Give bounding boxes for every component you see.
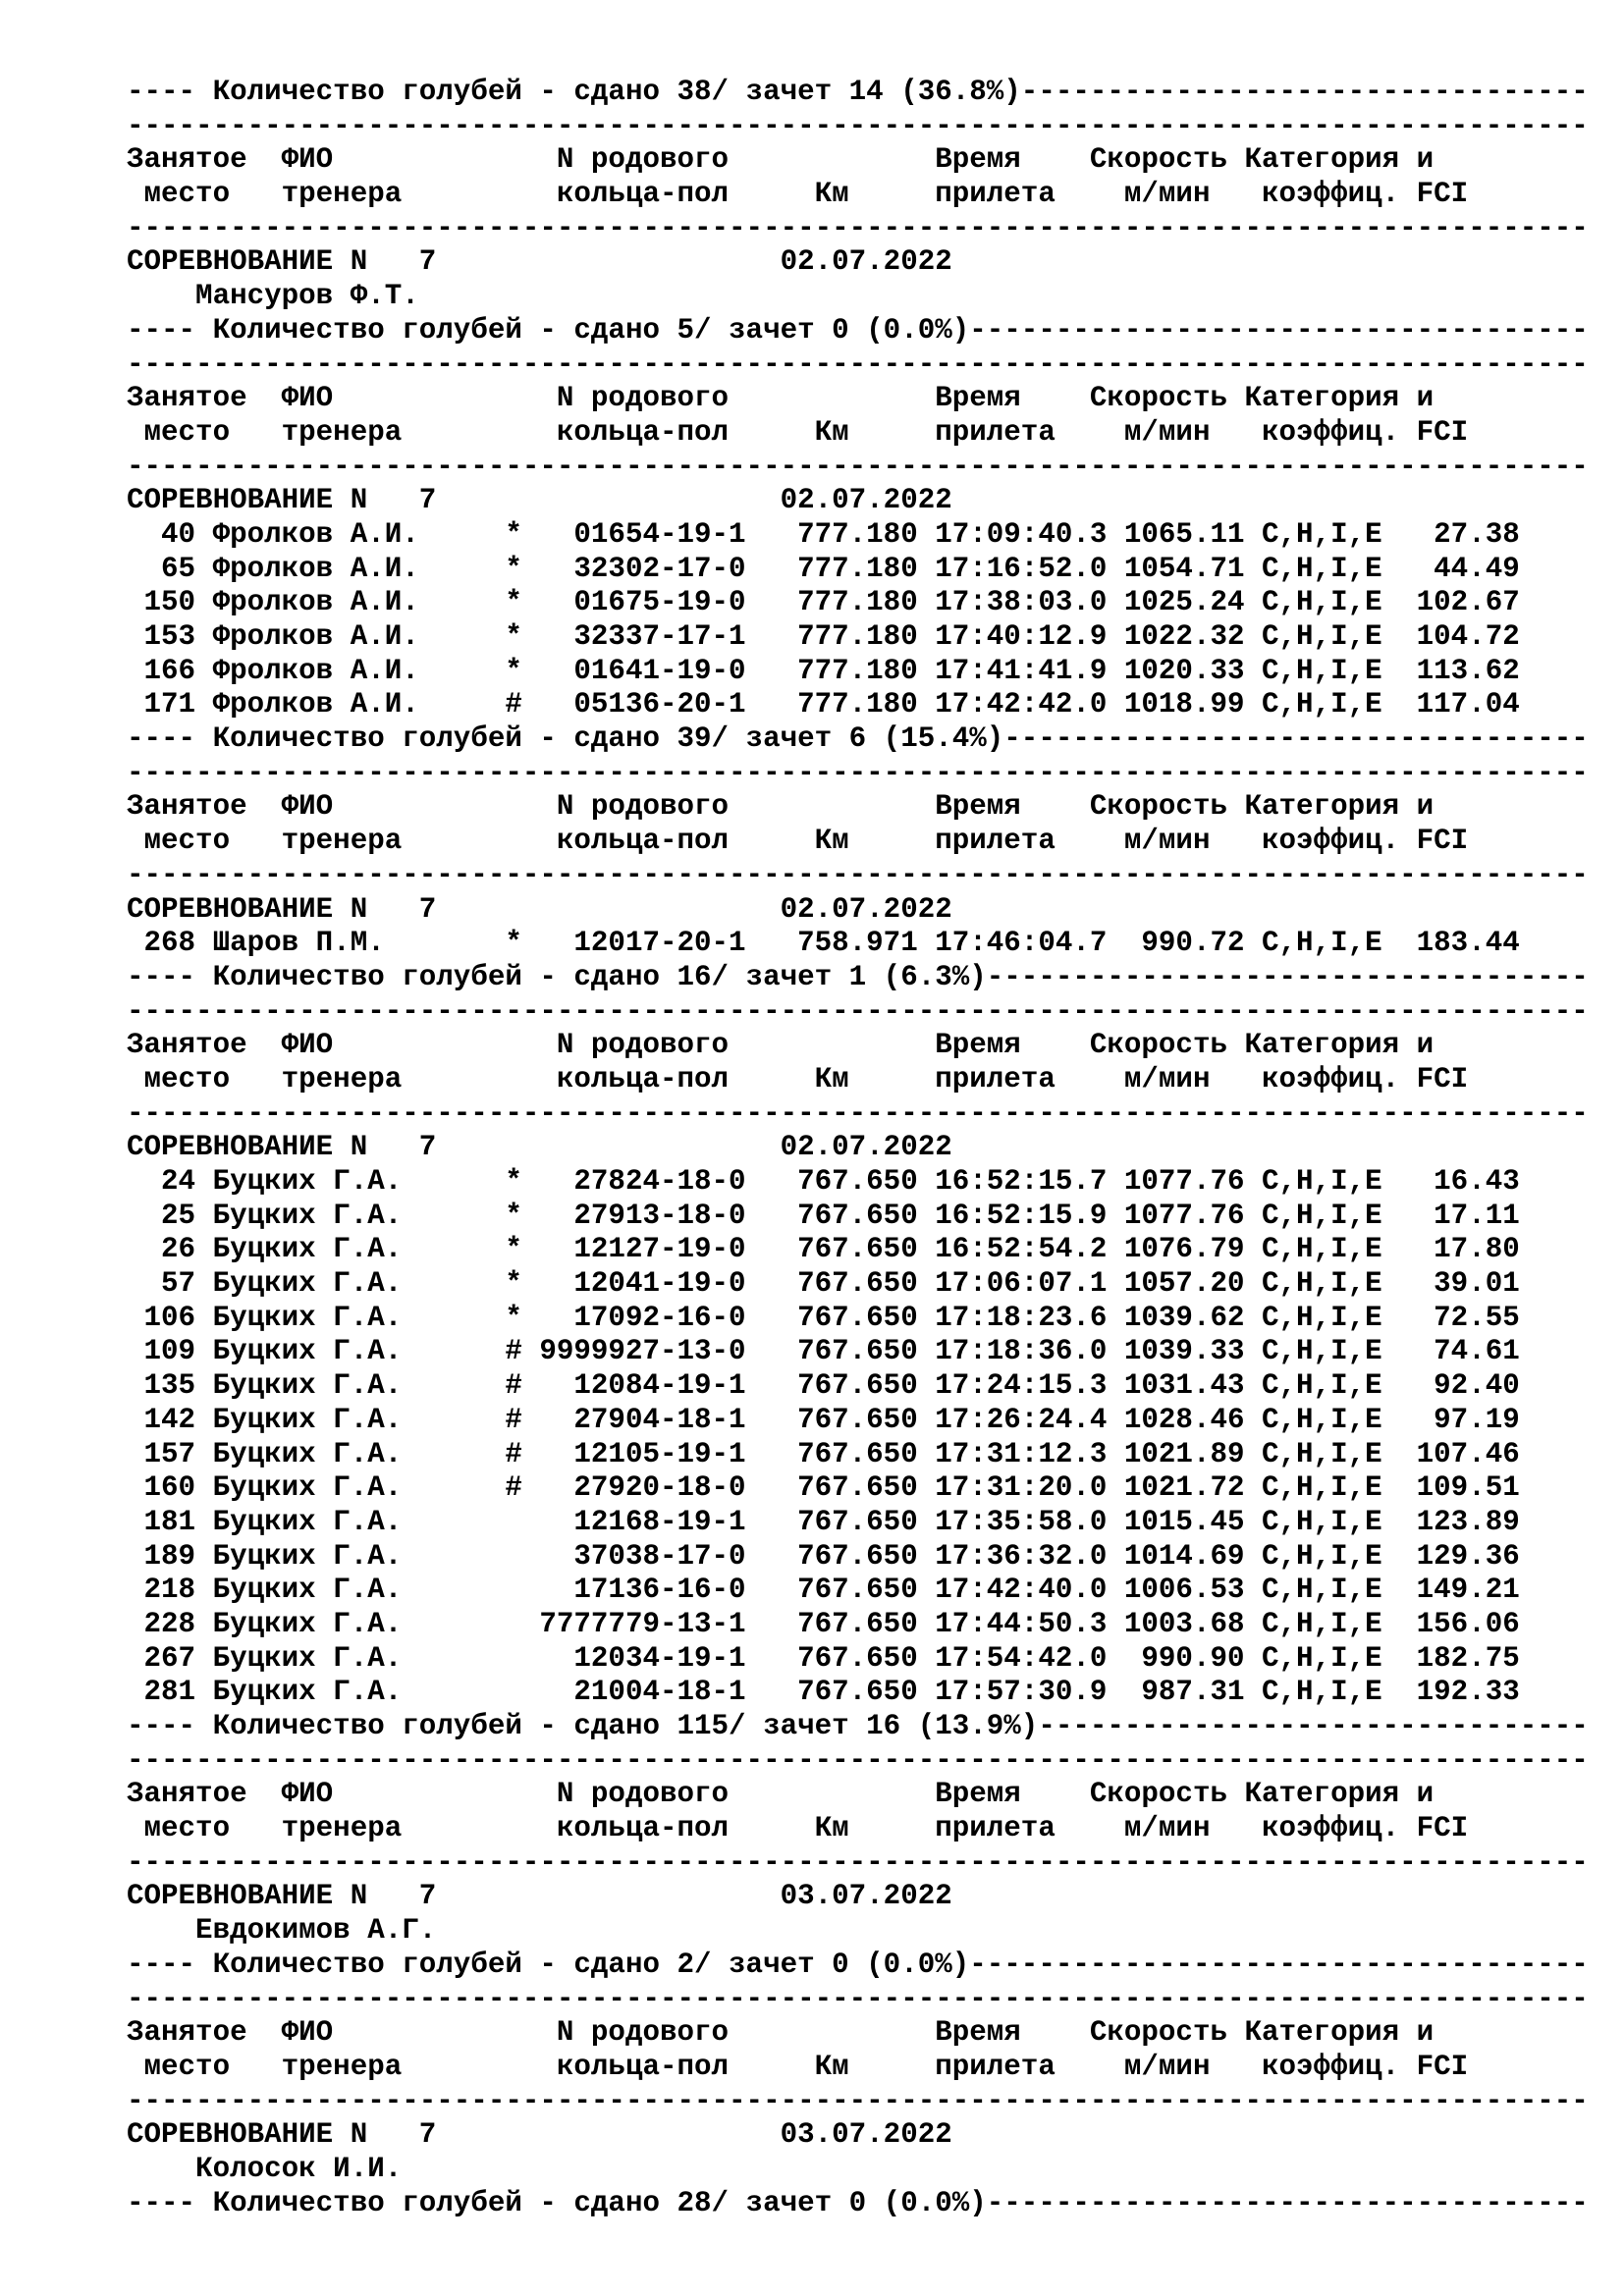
result-row: 157 Буцких Г.А. # 12105-19-1 767.650 17:31:12.3 1021.89 C,H,I,E 107.46 — [127, 1437, 1520, 1470]
result-row: 24 Буцких Г.А. * 27824-18-0 767.650 16:52:15.7 1077.76 C,H,I,E 16.43 — [127, 1165, 1520, 1198]
result-row: 189 Буцких Г.А. 37038-17-0 767.650 17:36:32.0 1014.69 C,H,I,E 129.36 — [127, 1539, 1520, 1573]
result-row: 268 Шаров П.М. * 12017-20-1 758.971 17:46:04.7 990.72 C,H,I,E 183.44 — [127, 927, 1520, 960]
trainer-name-line: Евдокимов А.Г. — [127, 1914, 437, 1948]
competition-line: СОРЕВНОВАНИЕ N 7 02.07.2022 — [127, 245, 952, 279]
result-row: 135 Буцких Г.А. # 12084-19-1 767.650 17:24:15.3 1031.43 C,H,I,E 92.40 — [127, 1369, 1520, 1403]
column-header-line: место тренера кольца-пол Км прилета м/мин коэффиц. FCI — [127, 825, 1469, 858]
column-header-line: Занятое ФИО N родового Время Скорость Категория и — [127, 1778, 1435, 1811]
result-row: 106 Буцких Г.А. * 17092-16-0 767.650 17:18:23.6 1039.62 C,H,I,E 72.55 — [127, 1301, 1520, 1334]
separator-line: ------------------------------------------------------------------------------------- — [127, 1743, 1589, 1777]
result-row: 171 Фролков А.И. # 05136-20-1 777.180 17:42:42.0 1018.99 C,H,I,E 117.04 — [127, 688, 1520, 721]
separator-line: ------------------------------------------------------------------------------------- — [127, 756, 1589, 789]
separator-line: ------------------------------------------------------------------------------------- — [127, 450, 1589, 483]
result-row: 166 Фролков А.И. * 01641-19-0 777.180 17:41:41.9 1020.33 C,H,I,E 113.62 — [127, 654, 1520, 687]
competition-line: СОРЕВНОВАНИЕ N 7 03.07.2022 — [127, 2118, 952, 2152]
separator-line: ------------------------------------------------------------------------------------- — [127, 994, 1589, 1028]
competition-line: СОРЕВНОВАНИЕ N 7 02.07.2022 — [127, 892, 952, 926]
result-row: 142 Буцких Г.А. # 27904-18-1 767.650 17:26:24.4 1028.46 C,H,I,E 97.19 — [127, 1403, 1520, 1436]
separator-line: ------------------------------------------------------------------------------------- — [127, 211, 1589, 244]
column-header-line: Занятое ФИО N родового Время Скорость Категория и — [127, 143, 1435, 177]
result-row: 65 Фролков А.И. * 32302-17-0 777.180 17:16:52.0 1054.71 C,H,I,E 44.49 — [127, 552, 1520, 585]
result-row: 26 Буцких Г.А. * 12127-19-0 767.650 16:52:54.2 1076.79 C,H,I,E 17.80 — [127, 1233, 1520, 1266]
result-row: 181 Буцких Г.А. 12168-19-1 767.650 17:35:58.0 1015.45 C,H,I,E 123.89 — [127, 1505, 1520, 1538]
results-printout — [127, 76, 1599, 2220]
count-summary-line: ---- Количество голубей - сдано 2/ зачет 0 (0.0%)------------------------------------ — [127, 1948, 1589, 1981]
result-row: 57 Буцких Г.А. * 12041-19-0 767.650 17:06:07.1 1057.20 C,H,I,E 39.01 — [127, 1267, 1520, 1301]
separator-line: ------------------------------------------------------------------------------------- — [127, 1096, 1589, 1130]
count-summary-line: ---- Количество голубей - сдано 16/ зачет 1 (6.3%)----------------------------------- — [127, 960, 1589, 993]
competition-line: СОРЕВНОВАНИЕ N 7 02.07.2022 — [127, 1131, 952, 1164]
separator-line: ------------------------------------------------------------------------------------- — [127, 1982, 1589, 2015]
result-row: 281 Буцких Г.А. 21004-18-1 767.650 17:57:30.9 987.31 C,H,I,E 192.33 — [127, 1676, 1520, 1709]
result-row: 25 Буцких Г.А. * 27913-18-0 767.650 16:52:15.9 1077.76 C,H,I,E 17.11 — [127, 1199, 1520, 1232]
result-row: 218 Буцких Г.А. 17136-16-0 767.650 17:42:40.0 1006.53 C,H,I,E 149.21 — [127, 1574, 1520, 1607]
separator-line: ------------------------------------------------------------------------------------- — [127, 347, 1589, 381]
trainer-name-line: Мансуров Ф.Т. — [127, 280, 419, 313]
column-header-line: место тренера кольца-пол Км прилета м/мин коэффиц. FCI — [127, 1812, 1469, 1845]
column-header-line: место тренера кольца-пол Км прилета м/мин коэффиц. FCI — [127, 178, 1469, 211]
column-header-line: место тренера кольца-пол Км прилета м/мин коэффиц. FCI — [127, 415, 1469, 449]
trainer-name-line: Колосок И.И. — [127, 2152, 403, 2185]
result-row: 228 Буцких Г.А. 7777779-13-1 767.650 17:44:50.3 1003.68 C,H,I,E 156.06 — [127, 1607, 1520, 1640]
separator-line: ------------------------------------------------------------------------------------- — [127, 1845, 1589, 1879]
column-header-line: Занятое ФИО N родового Время Скорость Категория и — [127, 1029, 1435, 1062]
competition-line: СОРЕВНОВАНИЕ N 7 03.07.2022 — [127, 1880, 952, 1913]
column-header-line: место тренера кольца-пол Км прилета м/мин коэффиц. FCI — [127, 1062, 1469, 1095]
result-row: 109 Буцких Г.А. # 9999927-13-0 767.650 17:18:36.0 1039.33 C,H,I,E 74.61 — [127, 1335, 1520, 1368]
separator-line: ------------------------------------------------------------------------------------- — [127, 2084, 1589, 2117]
competition-line: СОРЕВНОВАНИЕ N 7 02.07.2022 — [127, 484, 952, 517]
result-row: 267 Буцких Г.А. 12034-19-1 767.650 17:54:42.0 990.90 C,H,I,E 182.75 — [127, 1641, 1520, 1675]
separator-line: ------------------------------------------------------------------------------------- — [127, 109, 1589, 142]
result-row: 160 Буцких Г.А. # 27920-18-0 767.650 17:31:20.0 1021.72 C,H,I,E 109.51 — [127, 1471, 1520, 1505]
result-row: 153 Фролков А.И. * 32337-17-1 777.180 17:40:12.9 1022.32 C,H,I,E 104.72 — [127, 620, 1520, 653]
count-summary-line: ---- Количество голубей - сдано 115/ зачет 16 (13.9%)-------------------------------- — [127, 1710, 1589, 1742]
result-row: 150 Фролков А.И. * 01675-19-0 777.180 17:38:03.0 1025.24 C,H,I,E 102.67 — [127, 586, 1520, 619]
count-summary-line: ---- Количество голубей - сдано 38/ зачет 14 (36.8%)--------------------------------- — [127, 76, 1589, 108]
count-summary-line: ---- Количество голубей - сдано 28/ зачет 0 (0.0%)----------------------------------- — [127, 2186, 1589, 2219]
column-header-line: Занятое ФИО N родового Время Скорость Категория и — [127, 790, 1435, 824]
separator-line: ------------------------------------------------------------------------------------- — [127, 858, 1589, 891]
column-header-line: Занятое ФИО N родового Время Скорость Категория и — [127, 2016, 1435, 2050]
count-summary-line: ---- Количество голубей - сдано 39/ зачет 6 (15.4%)---------------------------------- — [127, 722, 1589, 756]
result-row: 40 Фролков А.И. * 01654-19-1 777.180 17:09:40.3 1065.11 C,H,I,E 27.38 — [127, 517, 1520, 551]
count-summary-line: ---- Количество голубей - сдано 5/ зачет 0 (0.0%)------------------------------------ — [127, 313, 1589, 347]
column-header-line: Занятое ФИО N родового Время Скорость Категория и — [127, 382, 1435, 415]
column-header-line: место тренера кольца-пол Км прилета м/мин коэффиц. FCI — [127, 2050, 1469, 2083]
